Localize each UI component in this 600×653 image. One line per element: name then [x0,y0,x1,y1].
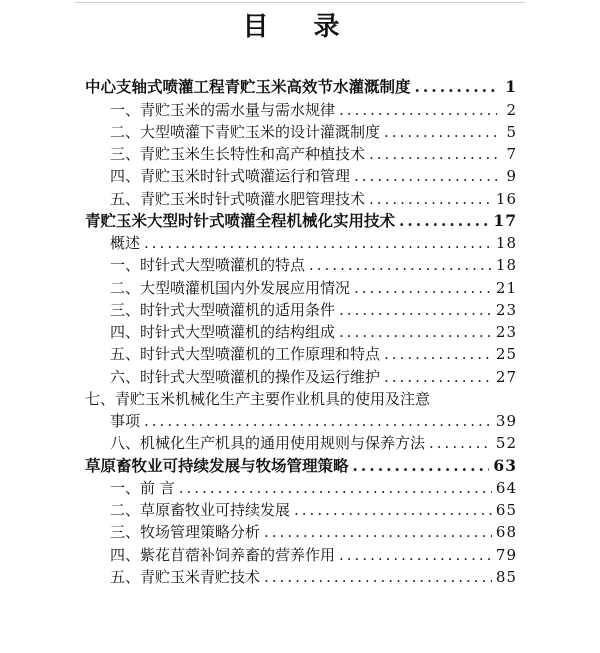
toc-page-number: 23 [495,323,517,341]
toc-entry[interactable] [85,275,517,297]
toc-entry[interactable] [85,231,517,253]
toc-leader-dots [339,322,492,342]
toc-entry-label: 四、时针式大型喷灌机的结构组成 [110,323,336,341]
toc-entry-label: 三、牧场管理策略分析 [110,523,261,542]
toc-page-number: 7 [506,145,517,163]
toc-section-heading[interactable] [85,75,517,97]
toc-entry-label: 四、紫花苜蓿补饲养畜的营养作用 [110,545,336,564]
toc-page-number: 79 [495,545,517,564]
toc-page-number: 64 [495,478,517,497]
toc-entry-label: 五、青贮玉米时针式喷灌水肥管理技术 [110,189,366,208]
toc-entry[interactable] [85,498,517,520]
toc-leader-dots [339,100,497,120]
toc-entry-label: 一、时针式大型喷灌机的特点 [110,256,306,275]
toc-entry[interactable] [85,364,517,386]
toc-leader-dots [369,189,492,209]
page-title: 目 录 [242,12,358,42]
toc-entry-label: 三、青贮玉米生长特性和高产种植技术 [110,145,366,163]
toc-page-number: 63 [493,455,517,475]
toc-leader-dots [399,211,489,231]
toc-page-number: 5 [506,122,517,141]
toc-leader-dots [384,122,497,142]
toc-entry[interactable] [85,342,517,364]
toc-entry[interactable] [85,431,517,453]
toc-leader-dots [353,456,490,476]
toc-entry-label: 事项 [110,412,141,430]
toc-entry[interactable] [85,320,517,342]
toc-entry-label: 七、青贮玉米机械化生产主要作业机具的使用及注意 [85,389,431,408]
toc-page-number: 23 [495,300,517,319]
toc-entry-label: 概述 [110,234,141,252]
toc-page-number: 39 [495,412,517,430]
toc-page-number: 21 [495,278,517,297]
toc-leader-dots [264,522,492,542]
toc-entry[interactable] [85,120,517,142]
toc-leader-dots [294,500,492,520]
toc-entry-label: 二、大型喷灌下青贮玉米的设计灌溉制度 [110,122,381,141]
toc-entry[interactable] [85,164,517,186]
toc-entry-label: 四、青贮玉米时针式喷灌运行和管理 [110,167,351,186]
toc-entry-label: 二、大型喷灌机国内外发展应用情况 [110,278,351,297]
toc-leader-dots [369,144,497,164]
toc-leader-dots [339,300,492,320]
toc-entry-label: 六、时针式大型喷灌机的操作及运行维护 [110,367,381,386]
toc-entry-label: 中心支轴式喷灌工程青贮玉米高效节水灌溉制度 [85,77,411,97]
toc-entry-label: 青贮玉米大型时针式喷灌全程机械化实用技术 [85,210,396,230]
toc-entry[interactable] [85,476,517,498]
toc-entry-label: 草原畜牧业可持续发展与牧场管理策略 [85,455,349,475]
toc-entry[interactable] [85,253,517,275]
toc-leader-dots [354,278,492,298]
toc-page-number: 68 [495,523,517,542]
toc-entry[interactable] [85,298,517,320]
toc-leader-dots [179,478,492,498]
toc-page-number: 65 [495,501,517,519]
toc-section-heading[interactable] [85,209,517,231]
toc-entry-label: 五、时针式大型喷灌机的工作原理和特点 [110,345,381,364]
toc-entry-label: 一、前 言 [110,478,175,497]
toc-page-number: 27 [495,367,517,386]
toc-page-number: 16 [495,189,517,208]
toc-leader-dots [384,344,492,364]
toc-entry[interactable] [85,387,517,409]
toc-leader-dots [339,545,492,565]
toc-leader-dots [384,367,492,387]
toc-entry[interactable] [85,542,517,564]
toc-entry-label: 八、机械化生产机具的通用使用规则与保养方法 [110,434,426,453]
toc-page-number: 1 [505,77,517,97]
toc-page-number: 17 [493,210,517,230]
toc-leader-dots [354,166,497,186]
toc-page-number: 52 [495,434,517,453]
toc-leader-dots [429,433,492,453]
toc-leader-dots [144,233,492,253]
toc-entry-label: 五、青贮玉米青贮技术 [110,567,261,586]
toc-page-number: 85 [495,567,517,586]
top-divider [75,2,525,3]
toc-page-number: 18 [495,256,517,275]
toc-leader-dots [144,411,492,431]
toc-entry-label: 三、时针式大型喷灌机的适用条件 [110,300,336,319]
toc-entry-label: 二、草原畜牧业可持续发展 [110,501,291,519]
toc-entry[interactable] [85,142,517,164]
toc-entry[interactable] [85,186,517,208]
table-of-contents [85,75,517,587]
toc-entry[interactable] [85,409,517,431]
toc-entry[interactable] [85,565,517,587]
toc-entry[interactable] [85,97,517,119]
toc-entry[interactable] [85,520,517,542]
toc-section-heading[interactable] [85,453,517,475]
toc-page-number: 2 [506,100,517,119]
toc-entry-label: 一、青贮玉米的需水量与需水规律 [110,100,336,119]
toc-leader-dots [264,567,492,587]
toc-leader-dots [415,77,497,97]
toc-leader-dots [309,255,492,275]
toc-page-number: 9 [506,167,517,186]
toc-page-number: 18 [495,234,517,252]
toc-page-number: 25 [495,345,517,364]
